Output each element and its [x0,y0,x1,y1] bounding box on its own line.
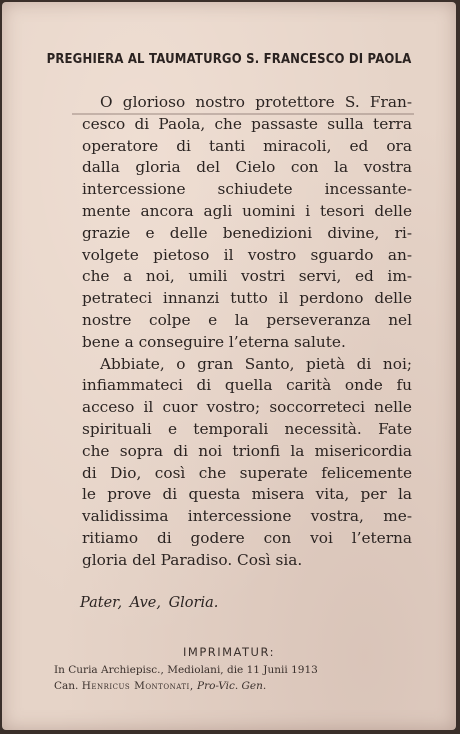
text-line: mente ancora agli uomini i tesori delle [82,201,412,220]
text-line: petrateci innanzi tutto il perdono delle [82,289,412,308]
text-line: Abbiate, o gran Santo, pietà di noi; [100,354,412,373]
text-line: bene a conseguire l’eterna salute. [82,332,346,351]
text-line: infiammateci di quella carità onde fu [82,376,412,395]
text-line: nostre colpe e la perseveranza nel [82,310,412,329]
text-line: acceso il cuor vostro; soccorreteci nelle [82,398,412,417]
prayer-card [2,2,456,730]
text-line: ritiamo di godere con voi l’eterna [82,528,412,547]
text-line: che sopra di noi trionfi la misericordia [82,441,412,460]
text-line: dalla gloria del Cielo con la vostra [82,158,412,177]
text-line: le prove di questa misera vita, per la [82,485,412,504]
prayer-body [82,92,412,572]
paragraph-2 [82,354,412,572]
text-line: gloria del Paradiso. Così sia. [82,550,303,569]
text-line: volgete pietoso il vostro sguardo an- [82,245,412,264]
text-line: operatore di tanti miracoli, ed ora [82,136,412,155]
signatory-office: Pro-Vic. Gen. [197,680,267,692]
signatory-prefix: Can. [54,680,79,692]
text-line: intercessione schiudete incessante- [82,180,412,199]
text-line: di Dio, così che superate felicemente [82,463,412,482]
text-line: O glorioso nostro protettore S. Fran- [100,93,412,111]
curia-line: In Curia Archiepisc., Mediolani, die 11 Junii 1913 [54,664,318,676]
text-line: spirituali e temporali necessità. Fate [82,419,412,438]
text-line: cesco di Paola, che passaste sulla terra [82,114,412,133]
text-line: validissima intercessione vostra, me- [82,507,412,526]
signatory-name: Henricus Montonati, [81,680,194,692]
imprimatur-heading: IMPRIMATUR: [183,645,275,659]
signatory-line [54,680,266,692]
text-line: grazie e delle benedizioni divine, ri- [82,223,412,242]
closing-prayers: Pater, Ave, Gloria. [80,595,219,611]
paragraph-1 [82,92,412,354]
text-line: che a noi, umili vostri servi, ed im- [82,267,412,286]
prayer-title: PREGHIERA AL TAUMATURGO S. FRANCESCO DI PAOLA [46,52,412,67]
